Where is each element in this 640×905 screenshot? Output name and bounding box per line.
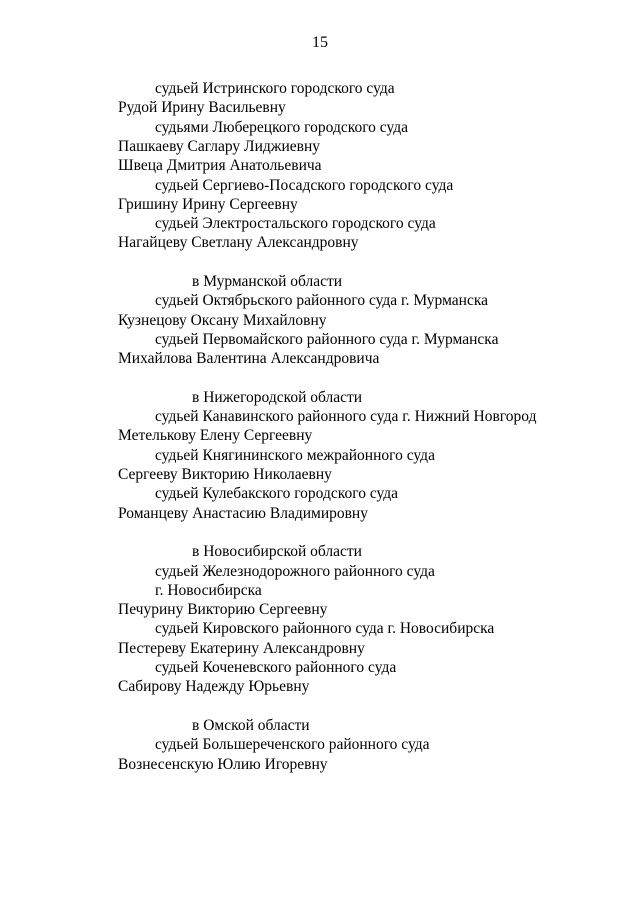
court-position: судьей Сергиево-Посадского городского суда — [155, 176, 454, 194]
court-position: судьей Кулебакского городского суда — [155, 485, 399, 503]
appointee-name: Сергееву Викторию Николаевну — [118, 466, 332, 483]
appointee-name: Пашкаеву Саглару Лиджиевну — [118, 137, 320, 155]
court-position: судьей Кировского районного суда г. Новосибирска — [155, 620, 495, 638]
appointee-name: Гришину Ирину Сергеевну — [118, 195, 298, 213]
court-position: судьей Октябрьского районного суда г. Мурманска — [155, 292, 489, 310]
court-position: г. Новосибирска — [155, 581, 262, 599]
appointee-name: Романцеву Анастасию Владимировну — [118, 504, 368, 522]
court-position: судьей Большереченского районного суда — [155, 736, 430, 754]
appointee-name: Метелькову Елену Сергеевну — [118, 427, 313, 445]
appointee-name: Михайлова Валентина Александровича — [118, 350, 380, 368]
court-position: судьей Коченевского районного суда — [155, 659, 397, 676]
region-heading: в Омской области — [192, 716, 310, 734]
appointee-name: Швеца Дмитрия Анатольевича — [118, 157, 322, 175]
court-position: судьями Люберецкого городского суда — [155, 118, 409, 136]
court-position: судьей Княгининского межрайонного суда — [155, 446, 435, 464]
page-number: 15 — [312, 34, 328, 51]
court-position: судьей Электростальского городского суда — [155, 215, 436, 233]
appointee-name: Нагайцеву Светлану Александровну — [118, 234, 359, 252]
appointee-name: Сабирову Надежду Юрьевну — [118, 678, 310, 696]
appointee-name: Пестереву Екатерину Александровну — [118, 639, 365, 657]
appointee-name: Вознесенскую Юлию Игоревну — [118, 755, 328, 773]
court-position: судьей Железнодорожного районного суда — [155, 562, 435, 580]
court-position: судьей Канавинского районного суда г. Нижний Новгород — [155, 408, 537, 426]
region-heading: в Нижегородской области — [192, 388, 363, 406]
appointee-name: Кузнецову Оксану Михайловну — [118, 311, 327, 329]
region-heading: в Мурманской области — [192, 273, 343, 290]
appointee-name: Рудой Ирину Васильевну — [118, 99, 286, 117]
appointee-name: Печурину Викторию Сергеевну — [118, 601, 328, 619]
region-heading: в Новосибирской области — [192, 543, 362, 561]
court-position: судьей Первомайского районного суда г. Мурманска — [155, 330, 499, 348]
court-position: судьей Истринского городского суда — [155, 80, 395, 97]
